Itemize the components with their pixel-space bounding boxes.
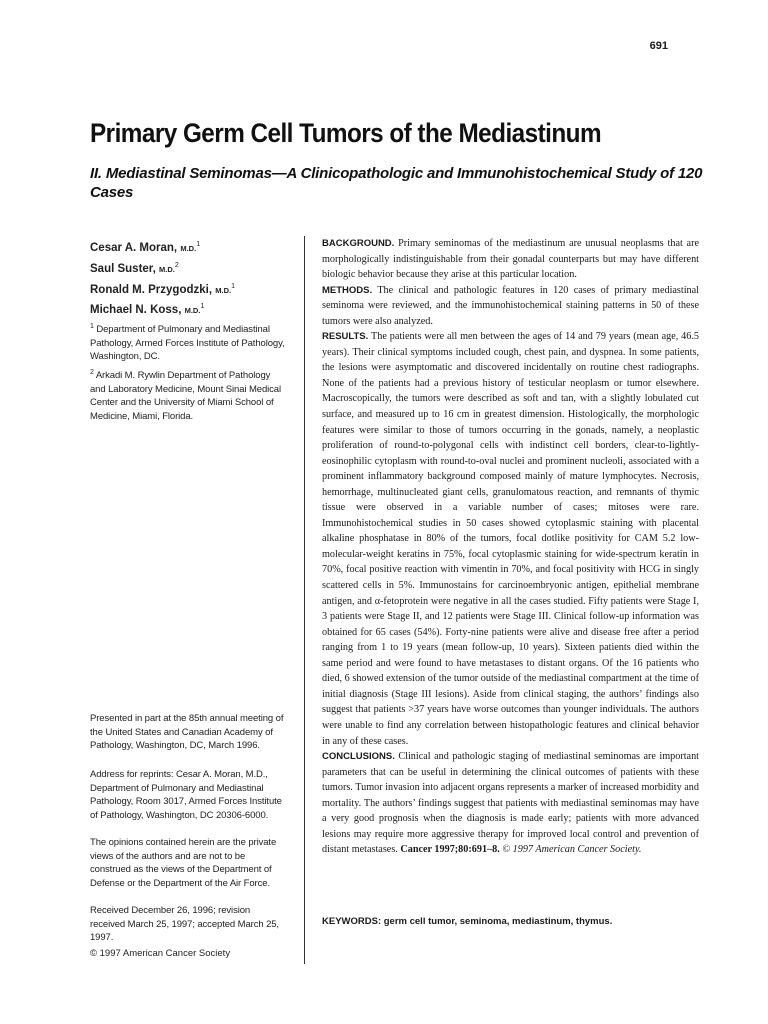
page-number: 691: [649, 40, 668, 52]
keywords: KEYWORDS: germ cell tumor, seminoma, mediastinum, thymus.: [322, 916, 613, 927]
affiliation: $^2$ Arkadi M. Rywlin Department of Pathology and Laboratory Medicine, Mount Sinai Medical Center and the University of Miami School of Medicine, Miami, Florida.: [90, 369, 281, 422]
author: Michael N. Koss, M.D.$^1$: [90, 303, 205, 317]
disclaimer-note: The opinions contained herein are the private views of the authors and are not to be construed as the views of the Department of Defense or the Department of the Air Force.: [90, 837, 277, 889]
citation: Cancer 1997;80:691–8.: [400, 844, 500, 856]
author-list: [90, 236, 285, 319]
affiliation: $^1$ Department of Pulmonary and Mediastinal Pathology, Armed Forces Institute of Pathology, Washington, DC.: [90, 323, 285, 363]
abstract-conclusions: CONCLUSIONS. Clinical and pathologic staging of mediastinal seminomas are important parameters that can be useful in determining the clinical outcomes of patients with these tumors. Tumor invasion into adjacent organs represents a marker of increased morbidity and mortality. The authors’ findings suggest that patients with mediastinal seminomas may have a very good prognosis when the diagnosis is made early; patients with more advanced lesions may require more aggressive therapy for improved local control and prevention of distant metastases. Cancer 1997;80:691–8. © 1997 American Cancer Society.: [322, 751, 700, 856]
abstract-results: RESULTS. The patients were all men between the ages of 14 and 79 years (mean age, 46.5 years). Their clinical symptoms included cough, chest pain, and dyspnea. In some patients, the lesions were asymptomatic and discovered incidentally on routine chest radiographs. None of the patients had a previous history of testicular neoplasm or tumor elsewhere. Macroscopically, the tumors were described as soft and tan, with a slightly lobulated cut surface, and measured up to 16 cm in greatest dimension. Histologically, the morphologic features were similar to those of tumors occurring in the gonads, namely, a neoplastic proliferation of round-to-polygonal cells with indistinct cell borders, clear-to-lightly-eosinophilic cytoplasm with round-to-oval nuclei and prominent nucleoli, associated with a prominent inflammatory background composed mainly of mature lymphocytes. Necrosis, hemorrhage, multinucleated giant cells, granulomatous reaction, and remnants of thymic tissue were observed in a variable number of cases; mitoses were rare. Immunohistochemical studies in 50 cases showed cytoplasmic staining with placental alkaline phosphatase in 80% of the tumors, focal dotlike positivity for CAM 5.2 low-molecular-weight keratins in 75%, focal cytoplasmic staining for wide-spectrum keratin in 70%, focal positive reaction with vimentin in 70%, and focal positivity with HCG in singly scattered cells in 5%. Immunostains for carcinoembryonic antigen, epithelial membrane antigen, and α-fetoprotein were negative in all the cases studied. Fifty patients were Stage I, 3 patients were Stage II, and 12 patients were Stage III. Clinical follow-up information was obtained for 65 cases (54%). Forty-nine patients were alive and disease free after a period ranging from 1 to 19 years (mean follow-up, 10 years). Sixteen patients died within the same period and were found to have metastases to distant organs. Of the 16 patients who died, 6 showed extension of the tumor outside of the mediastinal compartment at the time of initial diagnosis (Stage III lesions). Aside from clinical staging, the authors’ findings also suggest that patients >37 years have worse outcomes than younger individuals. The authors were unable to find any correlation between histopathologic features and clinical behavior in any of these cases.: [322, 331, 699, 747]
presented-note: Presented in part at the 85th annual meeting of the United States and Canadian Academy of Pathology, Washington, DC, March 1996.: [90, 713, 284, 751]
author: Saul Suster, M.D.$^2$: [90, 261, 179, 275]
received-note: Received December 26, 1996; revision received March 25, 1997; accepted March 25, 1997.: [90, 905, 279, 943]
author: Cesar A. Moran, M.D.$^1$: [90, 241, 201, 254]
abstract-methods: METHODS. The clinical and pathologic features in 120 cases of primary mediastinal seminoma were reviewed, and the immunohistochemical staining patterns in 50 of these tumors were also analyzed.: [322, 284, 699, 327]
copyright: © 1997 American Cancer Society: [90, 948, 231, 959]
abstract: [322, 236, 699, 858]
reprints-note: Address for reprints: Cesar A. Moran, M.D., Department of Pulmonary and Mediastinal Pathology, Room 3017, Armed Forces Institute of Pathology, Washington, DC 20306-6000.: [90, 769, 282, 821]
column-divider: [304, 236, 305, 964]
abstract-background: BACKGROUND. Primary seminomas of the mediastinum are unusual neoplasms that are morphologically indistinguishable from their gonadal counterparts but may have different biologic behavior because they arise at this particular location.: [322, 238, 699, 281]
article-subtitle: II. Mediastinal Seminomas—A Clinicopathologic and Immunohistochemical Study of 120 Cases: [90, 165, 703, 201]
article-title: Primary Germ Cell Tumors of the Mediastinum: [90, 118, 602, 148]
author: Ronald M. Przygodzki, M.D.$^1$: [90, 282, 235, 296]
citation-copyright: © 1997 American Cancer Society.: [502, 844, 642, 856]
